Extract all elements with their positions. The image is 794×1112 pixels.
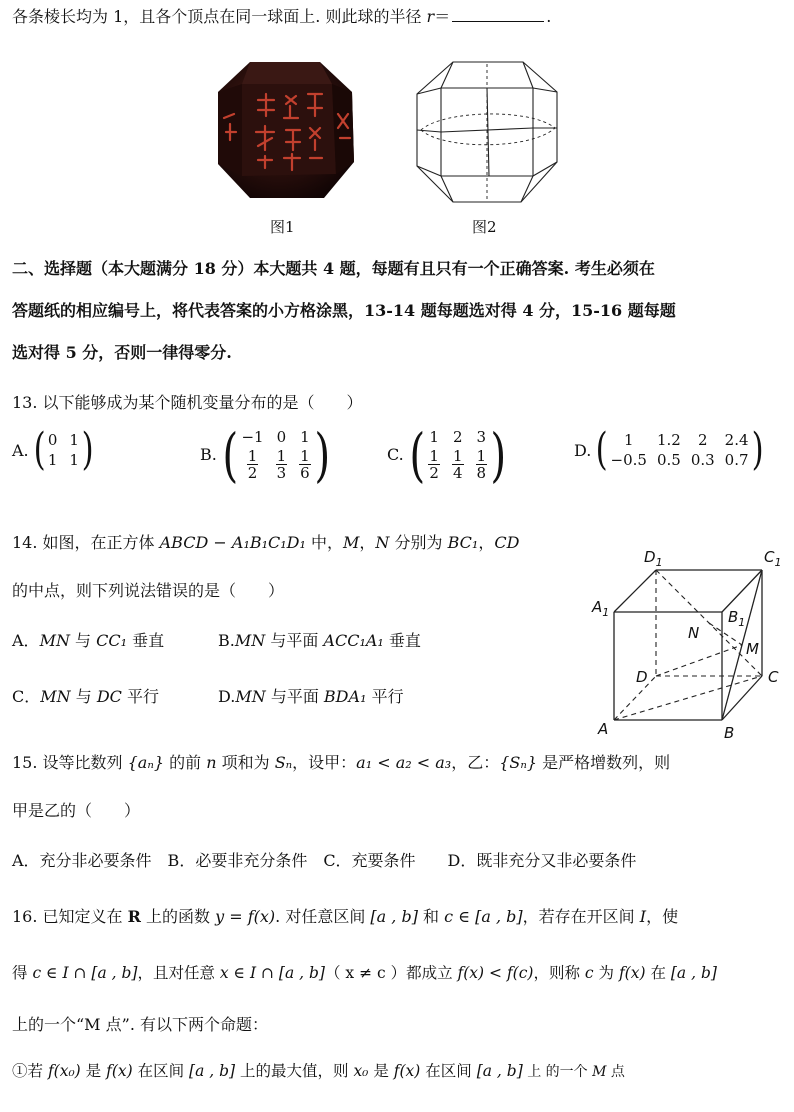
cube-label-c1: $C_1$: [764, 548, 782, 569]
cube-label-m: M: [746, 640, 759, 658]
cube-label-d: D: [636, 668, 648, 686]
matrix-a: ( 0 1 1 1 ): [33, 424, 94, 475]
cube-label-d1: $D_1$: [644, 548, 663, 569]
q15-stem-line-2: 甲是乙的（ ）: [12, 801, 141, 820]
q14-stem-line-2: 的中点，则下列说法错误的是（ ）: [12, 581, 285, 600]
cube-label-b: B: [724, 724, 735, 742]
q13-option-b[interactable]: B. ( −1 0 1 $\frac{1}{2}$ $\frac{1}{3}$ $\frac{1}{6}$ ): [200, 428, 333, 481]
q16-line-2: 得 c ∈ I ∩ [a , b]，且对任意 x ∈ I ∩ [a , b]（ x ≠ c ）都成立 f(x) < f(c)，则称 c 为 f(x) 在 [a , b]: [12, 964, 717, 982]
q13-stem: 13. 以下能够成为某个随机变量分布的是（ ）: [12, 393, 363, 412]
section2-line-2: 答题纸的相应编号上，将代表答案的小方格涂黑，13-14 题每题选对得 4 分，15-16 题每题: [12, 301, 676, 320]
q14-option-d[interactable]: D.MN 与平面 BDA₁ 平行: [218, 687, 404, 706]
q14-option-b[interactable]: B.MN 与平面 ACC₁A₁ 垂直: [218, 631, 421, 650]
figure-1-caption: 图1: [270, 218, 295, 236]
q16-proposition-1: ①若 f(x₀) 是 f(x) 在区间 [a , b] 上的最大值，则 x₀ 是 f(x) 在区间 [a , b] 上 的一个 M 点: [12, 1062, 625, 1080]
cube-label-n: N: [688, 624, 700, 642]
cube-label-a: A: [598, 720, 609, 738]
q13-option-d[interactable]: D. ( 1 1.2 2 2.4 −0.5 0.5 0.3 0.7 ): [574, 428, 766, 472]
q14-option-a[interactable]: A．MN 与 CC₁ 垂直: [12, 631, 165, 650]
cube-label-a1: $A_1$: [592, 598, 610, 619]
cube-label-c: C: [768, 668, 779, 686]
q13-option-a[interactable]: A. ( 0 1 1 1 ): [12, 428, 96, 472]
q14-stem-line-1: 14. 如图，在正方体 ABCD − A₁B₁C₁D₁ 中，M，N 分别为 BC₁，CD: [12, 533, 520, 552]
figure-1-seal-image: [212, 54, 362, 204]
q13-option-c[interactable]: C. ( 1 2 3 $\frac{1}{2}$ $\frac{1}{4}$ $\frac{1}{8}$ ): [387, 428, 510, 481]
matrix-b: ( −1 0 1 $\frac{1}{2}$ $\frac{1}{3}$ $\frac{1}{6}$ ): [222, 420, 330, 489]
figure-2-polyhedron-diagram: [413, 58, 563, 208]
matrix-d: ( 1 1.2 2 2.4 −0.5 0.5 0.3 0.7 ): [595, 424, 764, 475]
q16-line-3: 上的一个“M 点”. 有以下两个命题：: [12, 1015, 269, 1034]
q16-line-1: 16. 已知定义在 R 上的函数 y = f(x). 对任意区间 [a , b] 和 c ∈ [a , b]，若存在开区间 I，使: [12, 907, 679, 926]
answer-blank[interactable]: [452, 7, 544, 22]
q15-options[interactable]: A．充分非必要条件 B．必要非充分条件 C．充要条件 D．既非充分又非必要条件: [12, 851, 637, 870]
cube-label-b1: $B_1$: [728, 608, 746, 629]
q14-option-c[interactable]: C．MN 与 DC 平行: [12, 687, 159, 706]
q14-cube-diagram: [588, 542, 788, 742]
section2-line-3: 选对得 5 分，否则一律得零分.: [12, 343, 232, 362]
figure-2-caption: 图2: [472, 218, 497, 236]
q15-stem-line-1: 15. 设等比数列 {aₙ} 的前 n 项和为 Sₙ，设甲：a₁ < a₂ < a₃，乙：{Sₙ} 是严格增数列，则: [12, 753, 671, 772]
section2-line-1: 二、选择题（本大题满分 18 分）本大题共 4 题，每题有且只有一个正确答案. 考生必须在: [12, 259, 655, 278]
matrix-c: ( 1 2 3 $\frac{1}{2}$ $\frac{1}{4}$ $\frac{1}{8}$ ): [409, 420, 507, 489]
q12-tail-line: 各条棱长均为 1，且各个顶点在同一球面上. 则此球的半径 r＝ .: [12, 7, 552, 26]
